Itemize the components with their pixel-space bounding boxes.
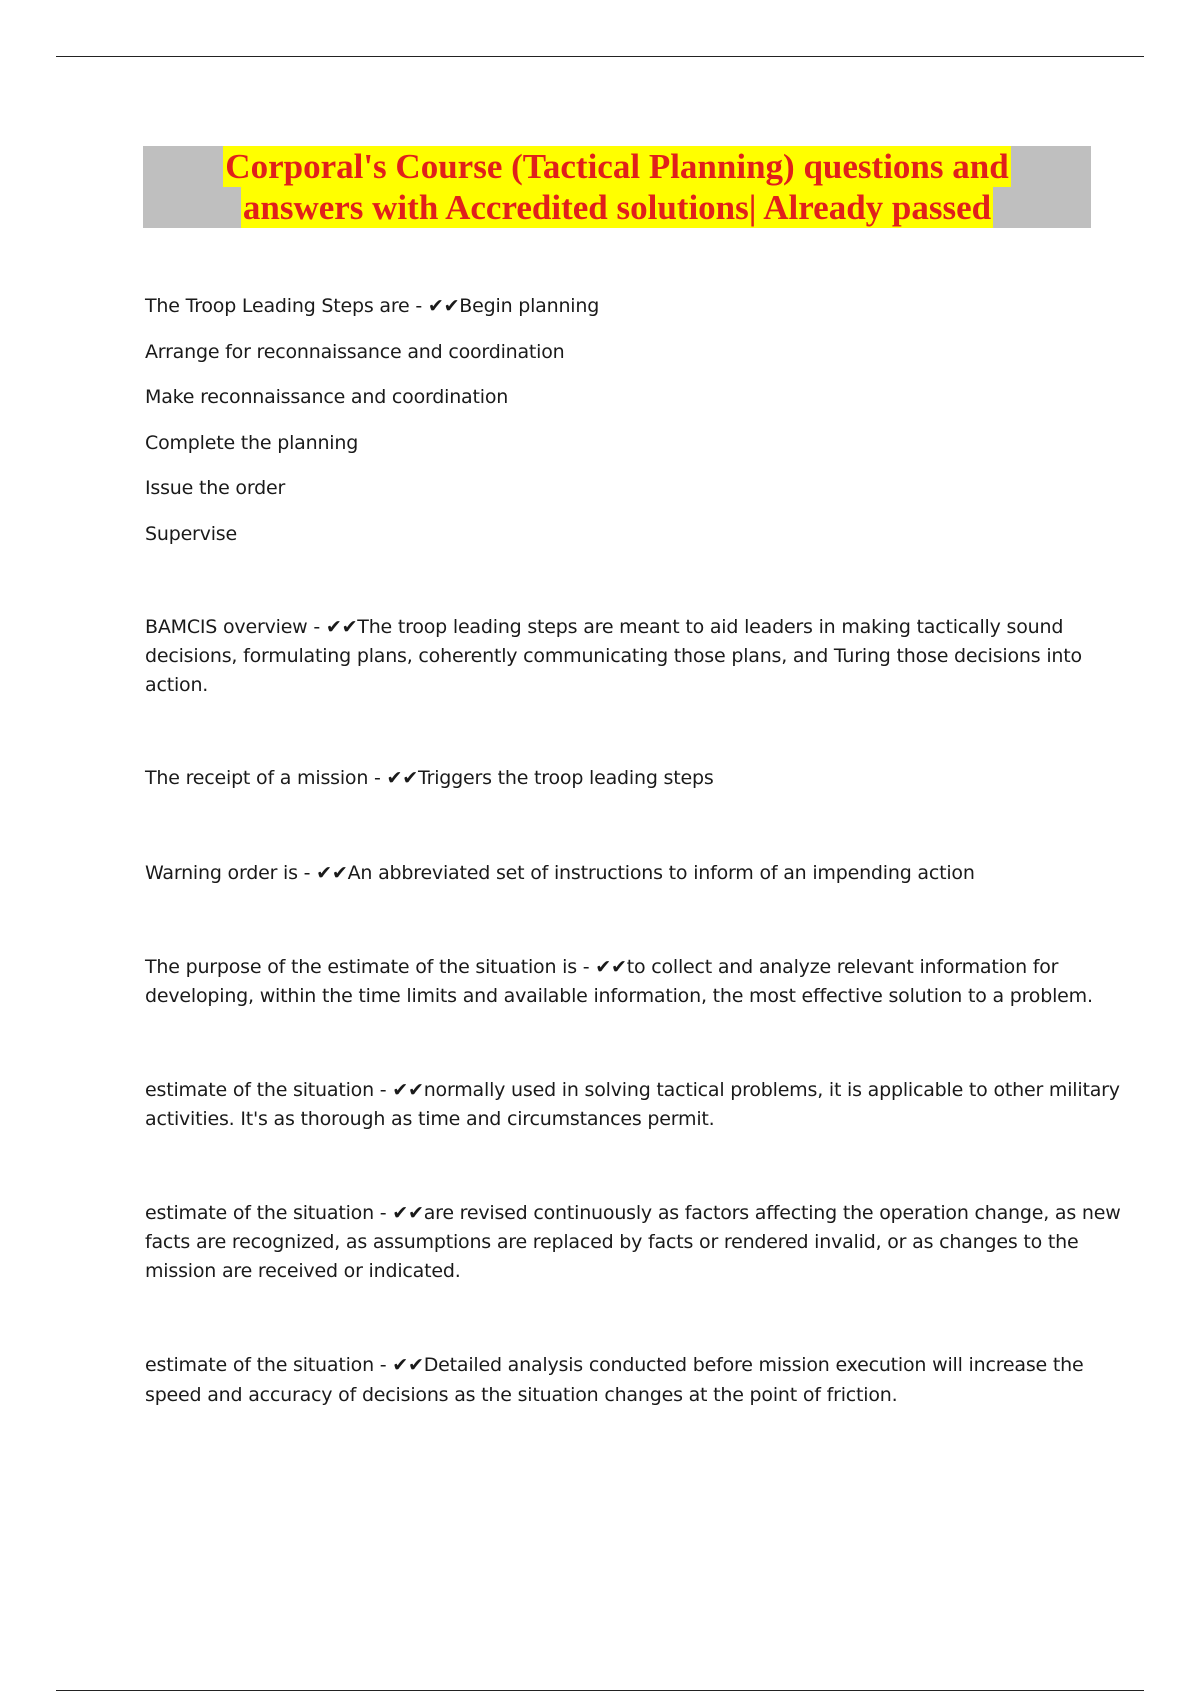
body-line: BAMCIS overview - ✔✔The troop leading steps are meant to aid leaders in making tactically sound — [145, 616, 1064, 638]
body-line: Arrange for reconnaissance and coordination — [145, 341, 565, 363]
body-line: mission are received or indicated. — [145, 1260, 461, 1282]
body-line: Complete the planning — [145, 432, 359, 454]
bottom-rule — [56, 1690, 1144, 1691]
body-line: activities. It's as thorough as time and circumstances permit. — [145, 1108, 715, 1130]
body-line: developing, within the time limits and available information, the most effective solution to a problem. — [145, 985, 1093, 1007]
body-line: action. — [145, 674, 209, 696]
body-line: The receipt of a mission - ✔✔Triggers the troop leading steps — [145, 767, 714, 789]
title-line-1: Corporal's Course (Tactical Planning) questions and — [225, 147, 1009, 186]
body-line: The purpose of the estimate of the situation is - ✔✔to collect and analyze relevant information for — [145, 956, 1059, 978]
body-line: estimate of the situation - ✔✔normally used in solving tactical problems, it is applicable to other military — [145, 1079, 1120, 1101]
body-line: The Troop Leading Steps are - ✔✔Begin planning — [145, 295, 600, 317]
body-line: decisions, formulating plans, coherently communicating those plans, and Turing those decisions into — [145, 645, 1082, 667]
body-line: facts are recognized, as assumptions are replaced by facts or rendered invalid, or as changes to the — [145, 1231, 1079, 1253]
top-rule — [56, 56, 1144, 57]
body-line: Make reconnaissance and coordination — [145, 386, 509, 408]
body-line: speed and accuracy of decisions as the situation changes at the point of friction. — [145, 1384, 898, 1406]
body-line: Supervise — [145, 523, 237, 545]
body-line: Warning order is - ✔✔An abbreviated set of instructions to inform of an impending action — [145, 862, 975, 884]
body-line: estimate of the situation - ✔✔Detailed analysis conducted before mission execution will increase the — [145, 1354, 1084, 1376]
body-line: estimate of the situation - ✔✔are revised continuously as factors affecting the operation change, as new — [145, 1202, 1121, 1224]
title-line-2: answers with Accredited solutions| Already passed — [242, 188, 992, 227]
title-band — [143, 146, 1091, 228]
body-line: Issue the order — [145, 477, 286, 499]
